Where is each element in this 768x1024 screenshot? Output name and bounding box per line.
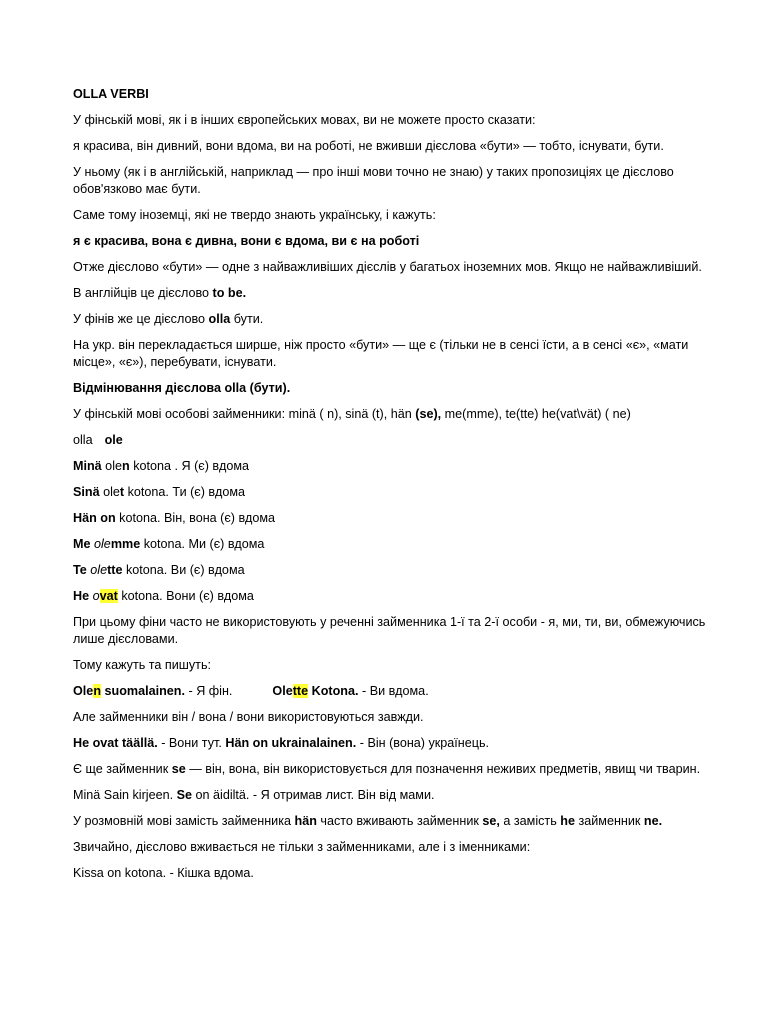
- paragraph: Отже дієслово «бути» — одне з найважливіших дієслів у багатьох іноземних мов. Якщо не найважливіший.: [73, 260, 702, 274]
- paragraph: У розмовній мові замість займенника hän часто вживають займенник se, а замість he займенник ne.: [73, 814, 663, 828]
- conjugation-row: He ovat kotona. Вони (є) вдома: [73, 589, 254, 603]
- paragraph: У фінів же це дієслово olla бути.: [73, 312, 264, 326]
- conjugation-row: Minä olen kotona . Я (є) вдома: [73, 459, 249, 473]
- verb-stem-line: olla ole: [73, 433, 123, 447]
- highlighted-ending: n: [93, 684, 102, 698]
- paragraph: Звичайно, дієслово вживається не тільки з займенниками, але і з іменниками:: [73, 840, 531, 854]
- paragraph: Є ще займенник se — він, вона, він використовується для позначення неживих предметів, явищ чи тварин.: [73, 762, 701, 776]
- example-line: Minä Sain kirjeen. Se on äidiltä. - Я отримав лист. Він від мами.: [73, 788, 435, 802]
- conjugation-row: Me olemme kotona. Ми (є) вдома: [73, 537, 265, 551]
- paragraph: Але займенники він / вона / вони використовуються завжди.: [73, 710, 424, 724]
- highlighted-ending: vat: [99, 589, 118, 603]
- paragraph: У фінській мові особові займенники: minä ( n), sinä (t), hän (se), me(mme), te(tte) he(vat\vät) ( ne): [73, 407, 631, 421]
- paragraph: У фінській мові, як і в інших європейських мовах, ви не можете просто сказати:: [73, 113, 536, 127]
- example-line: Kissa on kotona. - Кішка вдома.: [73, 866, 254, 880]
- paragraph: Тому кажуть та пишуть:: [73, 658, 212, 672]
- example-line: He ovat täällä. - Вони тут. Hän on ukrainalainen. - Він (вона) українець.: [73, 736, 490, 750]
- paragraph: У ньому (як і в англійській, наприклад — про інші мови точно не знаю) у таких пропозиціях це дієслово обов'язково має бути.: [73, 165, 674, 196]
- conjugation-row: Sinä olet kotona. Ти (є) вдома: [73, 485, 245, 499]
- paragraph: В англійців це дієслово to be.: [73, 286, 247, 300]
- section-heading: Відмінювання дієслова olla (бути).: [73, 381, 291, 395]
- paragraph: Саме тому іноземці, які не твердо знають українську, і кажуть:: [73, 208, 436, 222]
- paragraph: я красива, він дивний, вони вдома, ви на роботі, не вживши дієслова «бути» — тобто, існувати, бути.: [73, 139, 664, 153]
- bold-paragraph: я є красива, вона є дивна, вони є вдома, ви є на роботі: [73, 234, 420, 248]
- conjugation-row: Te olette kotona. Ви (є) вдома: [73, 563, 245, 577]
- conjugation-row: Hän on kotona. Він, вона (є) вдома: [73, 511, 276, 525]
- paragraph: На укр. він перекладається ширше, ніж просто «бути» — ще є (тільки не в сенсі їсти, а в сенсі «є», «мати місце», «є»), перебувати, існувати.: [73, 338, 689, 369]
- document-title: OLLA VERBI: [73, 87, 149, 101]
- highlighted-ending: tte: [292, 684, 309, 698]
- paragraph: При цьому фіни часто не використовують у реченні займенника 1-ї та 2-ї особи - я, ми, ти, ви, обмежуючись лише дієсловами.: [73, 615, 706, 646]
- example-line: Olen suomalainen. - Я фін. Olette Kotona. - Ви вдома.: [73, 684, 429, 698]
